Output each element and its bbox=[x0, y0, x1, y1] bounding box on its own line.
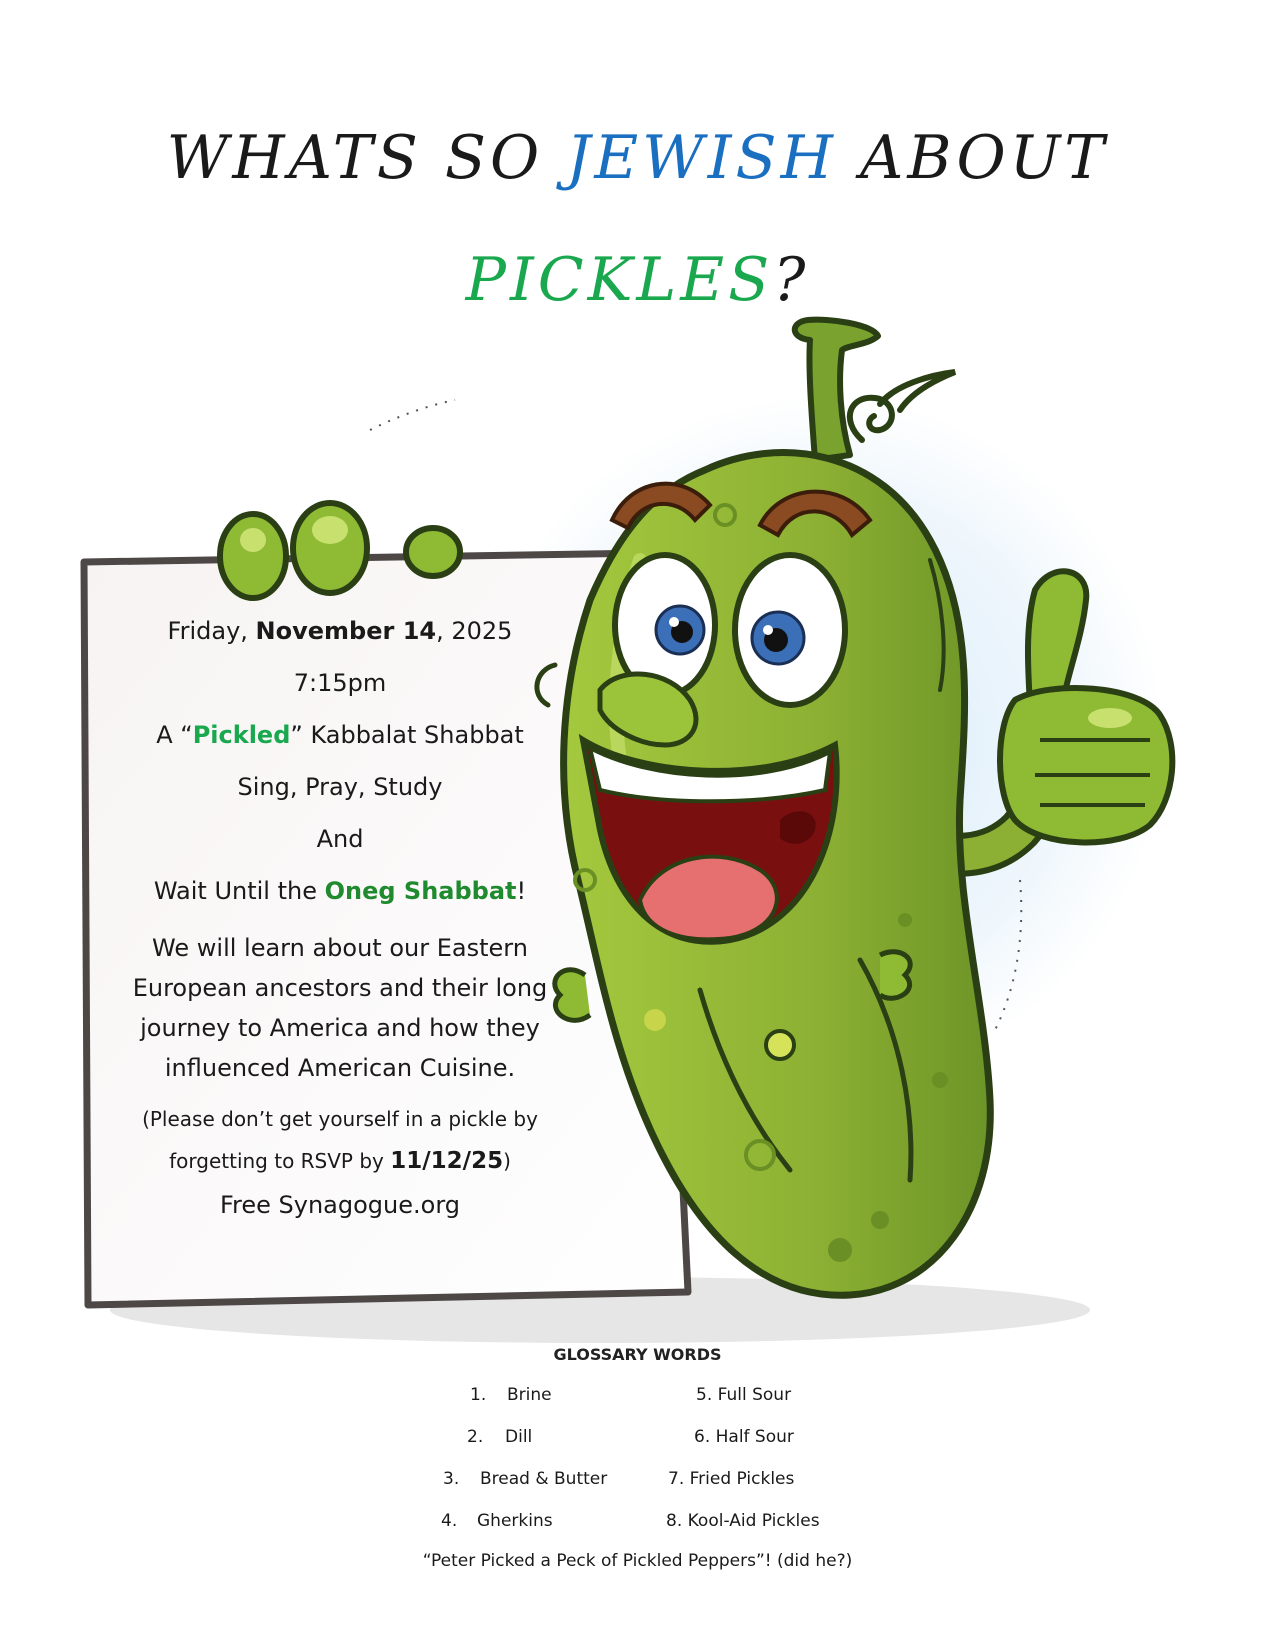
event-activities: Sing, Pray, Study bbox=[237, 773, 443, 801]
fist-icon bbox=[1000, 688, 1172, 842]
rsvp-date: 11/12/25 bbox=[390, 1148, 504, 1174]
glossary-word-brine: Brine bbox=[507, 1385, 552, 1405]
glossary-word-fried-pickles: 7. Fried Pickles bbox=[668, 1469, 795, 1489]
right-eye-icon bbox=[735, 555, 845, 705]
glossary-word-bread-butter: Bread & Butter bbox=[480, 1469, 608, 1489]
event-title bbox=[110, 723, 570, 747]
description-line: We will learn about our Eastern bbox=[152, 934, 528, 962]
title-prefix: A “ bbox=[156, 721, 193, 749]
headline-jewish: JEWISH bbox=[566, 123, 837, 193]
glossary-title: GLOSSARY WORDS bbox=[553, 1345, 722, 1364]
date-prefix: Friday, bbox=[167, 617, 256, 645]
rsvp-prefix: forgetting to RSVP by bbox=[169, 1149, 391, 1173]
rsvp-suffix: ) bbox=[503, 1149, 511, 1173]
footer-tongue-twister: “Peter Picked a Peck of Pickled Peppers”! (did he?) bbox=[422, 1551, 853, 1571]
oneg-prefix: Wait Until the bbox=[153, 877, 325, 905]
headline-part-1: WHATS SO bbox=[166, 123, 567, 193]
event-date bbox=[110, 619, 570, 643]
event-and: And bbox=[316, 825, 364, 853]
rsvp-note bbox=[110, 1098, 570, 1182]
rsvp-line-1: (Please don’t get yourself in a pickle by bbox=[142, 1107, 538, 1131]
glossary-word-half-sour: 6. Half Sour bbox=[694, 1427, 794, 1447]
title-suffix: ” Kabbalat Shabbat bbox=[290, 721, 524, 749]
headline-part-3: ABOUT bbox=[836, 123, 1109, 193]
glossary-word-full-sour: 5. Full Sour bbox=[696, 1385, 792, 1405]
glossary-num: 4. bbox=[441, 1511, 458, 1531]
glossary-word-dill: Dill bbox=[505, 1427, 533, 1447]
oneg-shabbat-highlight: Oneg Shabbat bbox=[324, 877, 517, 905]
headline-question-mark: ? bbox=[773, 245, 810, 315]
date-year: , 2025 bbox=[436, 617, 513, 645]
glossary-word-kool-aid-pickles: 8. Kool-Aid Pickles bbox=[666, 1511, 820, 1531]
description-line: European ancestors and their long bbox=[132, 974, 548, 1002]
glossary-word-gherkins: Gherkins bbox=[477, 1511, 553, 1531]
website-link[interactable]: Free Synagogue.org bbox=[219, 1191, 461, 1219]
description-line: influenced American Cuisine. bbox=[164, 1054, 516, 1082]
event-description bbox=[110, 928, 570, 1088]
event-oneg bbox=[110, 879, 570, 903]
glossary-num: 1. bbox=[470, 1385, 487, 1405]
headline-pickles: PICKLES bbox=[465, 245, 774, 315]
pickled-highlight: Pickled bbox=[192, 721, 291, 749]
rsvp-line-2 bbox=[110, 1140, 570, 1182]
event-time: 7:15pm bbox=[293, 669, 387, 697]
description-line: journey to America and how they bbox=[140, 1014, 540, 1042]
date-month-day: November 14 bbox=[255, 617, 437, 645]
glossary-num: 3. bbox=[443, 1469, 460, 1489]
glossary-num: 2. bbox=[467, 1427, 484, 1447]
oneg-suffix: ! bbox=[516, 877, 527, 905]
